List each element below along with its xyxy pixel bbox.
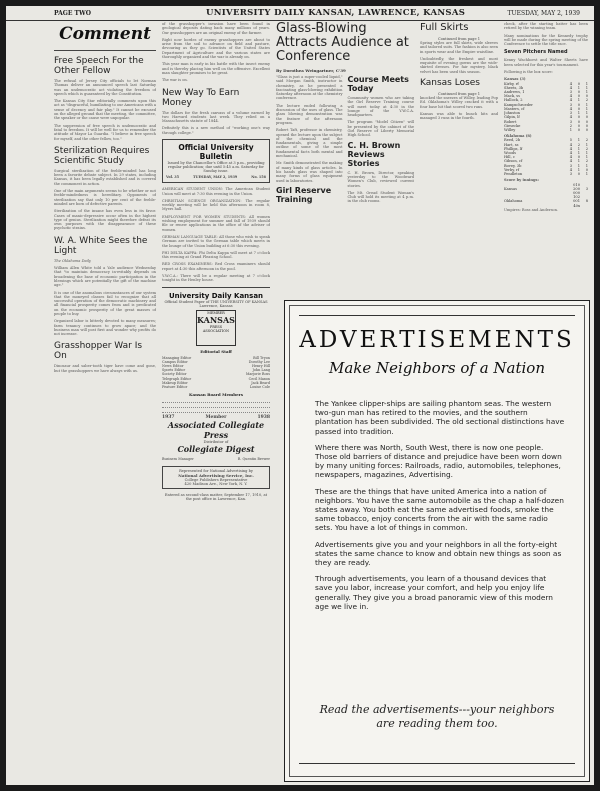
stat-cell: 2 (569, 123, 572, 128)
staff-name: Jack Beard (251, 380, 270, 385)
team2-box-score (504, 138, 588, 176)
badge-top: MEMBER (207, 310, 225, 315)
associated-collegiate-press: Associated Collegiate Press (167, 420, 265, 441)
ad-footer-line1: Read the advertisements---your neighbors (319, 703, 555, 716)
stat-cell: 102 001 40x (573, 195, 580, 208)
ad-bottom-rule (299, 763, 575, 764)
player-name: Oklahoma (504, 199, 523, 204)
score-heading: Score by innings: (504, 178, 539, 183)
year-left: 1937 (162, 415, 175, 421)
player-name: Bovey, 3b (504, 163, 522, 168)
player-name: Kampschroeder (504, 102, 533, 107)
stat-cell: 1 (577, 138, 580, 143)
bulletin-item: EMPLOYMENT FOR WOMEN STUDENTS: All women wishing employment for summer and fall of 1939 should file or renew applications in the office of the adviser of women. (162, 214, 270, 232)
wa-white-source: The Oklahoma Daily (54, 258, 91, 263)
stat-cell: 4 (569, 94, 572, 99)
wa-white-para: William Allen White told a Yale audience Wednesday that "to maintain democracy in-evitably depends on broadening the base of economic participation in the blessings which are potentially the gift of the machine age." (54, 266, 156, 288)
glass-blowing-para: The lecture ended following a discussion of the uses of glass. The glass blowing demonstration was the feature of the afternoon program. (276, 103, 343, 125)
page-label: PAGE TWO (54, 10, 91, 17)
full-skirts-para: Undoubtedly, the freshest and most exquisite of evening gowns are the wide-skirted dresses. For fair mystery, black velvet has been used this season. (420, 56, 498, 74)
newspaper-title: UNIVERSITY DAILY KANSAN, LAWRENCE, KANSAS (206, 8, 466, 18)
paper-subtitle: Official Student Paper of THE UNIVERSITY OF KANSAS Lawrence, Kansas (164, 299, 268, 308)
stat-cell: 3 (585, 186, 588, 191)
team2-name: Oklahoma (8) (504, 134, 532, 139)
stat-cell: 2 (585, 138, 588, 143)
stat-cell: 4 (569, 151, 572, 156)
player-name: Hill, c (504, 155, 515, 160)
divider (162, 409, 270, 413)
divider (162, 287, 270, 288)
full-skirts-column (420, 22, 498, 298)
year-member: Member (205, 415, 227, 421)
player-name: Reed, 2b (504, 138, 521, 143)
new-way-para: Definitely this is a new method of "working one's way through college." (162, 126, 270, 135)
grasshopper-cont: of the grasshopper's invasion have been found in geological deposits dating back many millions of years. Our grasshoppers are an original enemy of the farmer. (162, 22, 270, 35)
year-right: 1938 (257, 415, 270, 421)
university-bulletin (162, 139, 270, 183)
bulletin-item: GERMAN LANGUAGE TABLE: All those who wish to speak German are invited to the German table which meets in the lounge of the Union building at 6:30 this evening. (162, 234, 270, 248)
free-speech-para: The Kansas City Star editorially comments upon this act as "disgraceful, humiliating to our Americans with a sense of decency and fair play." It cannot be excused on the alleged ground that the meeting, the committee, the speaker or the cause were unpopular. (54, 99, 156, 121)
stat-cell: 1 (585, 106, 588, 111)
sterilization-title: Sterilization Requires Scientific Study (54, 145, 150, 166)
masthead (6, 6, 594, 21)
staff-name: Dorothy Lee (248, 359, 270, 364)
advertising-representative (162, 466, 270, 489)
staff-role: Campus Editor (162, 359, 188, 364)
stat-cell: 4 (569, 85, 572, 90)
stat-cell: 1 (577, 159, 580, 164)
business-manager-line (162, 457, 270, 461)
player-name: Sheets, 3b (504, 85, 524, 90)
collegiate-digest: Collegiate Digest (177, 444, 255, 455)
stat-cell: 1 (577, 111, 580, 116)
stat-cell: 2 (585, 98, 588, 103)
kansas-loses-continued: Continued from page 1 (437, 92, 481, 97)
grasshopper-title: Grasshopper War Is On (54, 341, 143, 362)
player-name: Masters, cf (504, 106, 525, 111)
glass-blowing-para: Mr. Smith demonstrated the making of many kinds of glass articles. In his hands glass was shaped into many forms of glass equipment used in laboratories. (276, 161, 343, 183)
badge-bottom: PRESS ASSOCIATION (202, 324, 230, 333)
postal-notice: Entered as second-class matter, September 17, 1910, at the post office in Lawrence, Kan. (164, 492, 268, 501)
stat-cell: 1 (577, 85, 580, 90)
bulletin-subtitle: Issued by the Chancellor's Office at 3 p.m., providing regular publication; due until 5:45 a.m. Saturday for Sunday issue. (167, 161, 265, 174)
stat-cell: 4 (569, 142, 572, 147)
box-score-row (504, 183, 588, 196)
stat-cell: 4 (569, 98, 572, 103)
staff-name: Marjorie Ross (245, 372, 270, 377)
stat-cell: 0 (577, 106, 580, 111)
kansas-loses-para: Kansas was able to bunch hits and managed 3 runs in the fourth. (420, 111, 498, 121)
stat-cell: 0 (577, 127, 580, 132)
stat-cell: 1 (569, 127, 572, 132)
full-skirts-continued: Continued from page 1 (437, 37, 481, 41)
player-name: Kansas (504, 186, 517, 191)
score-by-innings (504, 183, 588, 208)
player-name: Gilpin, lf (504, 115, 520, 120)
bulletin-item: PHI DELTA KAPPA: Phi Delta Kappa will meet at 7 o'clock this evening at Grand Pleasing School. (162, 250, 270, 260)
player-name: Willey (504, 127, 516, 132)
pitchers-note: Seven Pitchers Named (504, 49, 568, 56)
staff-name: Louise Cole (249, 385, 270, 390)
stat-cell: 0 (577, 155, 580, 160)
player-name: Woods (504, 151, 516, 156)
stat-cell: 2 (585, 146, 588, 151)
staff-role: Sports Editor (162, 368, 186, 373)
sports-para: check, after the starting batter has been retired by the winning team. (504, 22, 588, 31)
player-name: Andrews, 1 (504, 90, 525, 95)
new-way-para: The dollars for the fresh canvass of a volume earned by two Harvard students last week. They relied on a Massachusetts statute of 1844. (162, 110, 270, 124)
ad-subtitle: Make Neighbors of a Nation (328, 359, 545, 377)
paper-title: University Daily Kansan (168, 291, 264, 300)
box-score-row (504, 195, 588, 208)
stat-cell: 1 (577, 98, 580, 103)
stat-cell: 3 (569, 172, 572, 177)
grasshopper-para: Dinosaur and saber-tooth tiger have come and gone, but the grasshoppers we have always with us. (54, 364, 156, 373)
full-skirts-para: Spring styles are full skirts, wide sleeves and tailored suits. The fashion is also seen in sports wear and the Empire waistline. (420, 41, 498, 54)
player-name: Hart, ss (504, 142, 519, 147)
comment-column (54, 22, 156, 782)
stat-cell: 1 (585, 151, 588, 156)
player-name: Hallock, 2 (504, 98, 523, 103)
divider (162, 399, 270, 403)
stat-cell: 1 (585, 172, 588, 177)
ad-body (315, 399, 565, 618)
stat-cell: 0 (577, 119, 580, 124)
umpires-line: Umpires: Ross and Anderson. (504, 207, 559, 212)
stat-cell: 1 (585, 81, 588, 86)
stat-cell: 3 (569, 119, 572, 124)
bulletin-item: RED CROSS EXAMINERS: Red Cross examiners should report at 4:30 this afternoon in the pool. (162, 262, 270, 271)
stat-cell: 1 (585, 142, 588, 147)
sterilization-para: One of the main arguments seems to be whether or not feeble-mindedness is hereditary. Opponents of sterilization say that only 10 per cent of the feeble-minded are born of defective parents. (54, 189, 156, 206)
grasshopper-cont: Right now hordes of enemy grasshoppers are about to arise from the soil to advance on field and pasture, devouring as they go. Scientists of the United States Department of Agriculture and the various states are thoroughly organized and the war is already on. (162, 37, 270, 60)
glass-blowing-para: "Glass is just a super-cooled liquid," said Morgan Smith, instructor in chemistry, as he presented a fascinating glass-blowing exhibition Saturday afternoon at the chemistry conference. (276, 75, 343, 101)
glass-blowing-column (276, 22, 414, 298)
sterilization-para: Sterilization of the insane has even less in its favor. Cases of manic-depressive occur often in the highest type of genius. Sterilization might therefore defeat its own purposes with the disappearance of these psychotic strains. (54, 209, 156, 231)
stat-cell: 4 (569, 155, 572, 160)
badge-state: KANSAS (197, 314, 235, 325)
stat-cell: 0 (577, 102, 580, 107)
stat-cell: 1 (585, 85, 588, 90)
new-way-title: New Way To Earn Money (162, 87, 240, 108)
advertisements-box (284, 300, 590, 782)
ad-para: Where there was North, South West, there is now one people. Those old barriers of distance and prejudice have been worn down by many uniting forces: Railroads, radio, automobiles, telephones, newspapers, magazines, Advertising. (315, 442, 562, 480)
staff-name: John Lang (252, 368, 270, 373)
glass-blowing-byline: By Dorothea Weingartner, C'39 (276, 68, 346, 73)
business-manager-name: R. Quentin Brewer (237, 457, 270, 462)
stat-cell: 0 (585, 127, 588, 132)
brown-review-title: C. H. Brown Reviews Stories (347, 140, 401, 168)
girl-reserve-para: The program "Model Citizen" will be presented by the cabinet of the Girl Reserve of Liberty Memorial High School. (347, 120, 414, 138)
glass-blowing-body (276, 75, 414, 205)
newspaper-page (6, 6, 594, 785)
press-association-badge (196, 310, 236, 346)
wa-white-para: Organized labor is bitterly devoted to many measures; farm tenancy continues to grow apace; and the business man will post first and wonder why profits do not increase. (54, 319, 156, 337)
bulletin-item: CHRISTIAN SCIENCE ORGANIZATION: The regular weekly meeting will be held this afternoon in room 8, Myers hall. (162, 198, 270, 212)
divider (162, 404, 270, 408)
comment-heading: Comment (59, 24, 151, 44)
glass-blowing-para: Robert Taft, professor in chemistry, opened the lecture upon the subject of the chemical and the fundamentals, giving a simple outline of some of the most fundamental facts both mental and mechanical. (276, 128, 343, 159)
bulletin-title: Official University Bulletin (178, 143, 254, 162)
stat-cell: 1 (585, 155, 588, 160)
second-column (162, 22, 270, 782)
rep-address: 420 Madison Ave., New York, N. Y. (184, 481, 248, 486)
bulletin-issue-line (166, 175, 266, 179)
stat-cell: 3 (569, 163, 572, 168)
full-skirts-title: Full Skirts (420, 22, 469, 33)
team1-name: Kansas (3) (504, 77, 526, 82)
distributor-line: Distributor of (203, 440, 229, 445)
stat-cell: 1 (585, 90, 588, 95)
stat-cell: 8 (585, 199, 588, 204)
business-manager-label: Business Manager (162, 457, 194, 462)
player-name: Johnston (504, 111, 520, 116)
stat-cell: 0 (577, 115, 580, 120)
stat-cell: 3 (569, 111, 572, 116)
player-name: Gibson, cf (504, 159, 523, 164)
stat-cell: 0 (577, 81, 580, 86)
brown-review-para: C. H. Brown, Director, speaking yesterday to the Woodward Women's Club, reviewed current stories. (347, 170, 414, 188)
ad-top-rule (299, 315, 575, 316)
stat-cell: 0 (577, 94, 580, 99)
ad-footer (285, 703, 589, 731)
stat-cell: 1 (577, 167, 580, 172)
rep-sub: College Publishers Representative (184, 477, 248, 482)
ad-para: Advertisements give you and your neighbors in all the forty-eight states the same chance to know and obtain new things as soon as they are ready. (315, 539, 562, 568)
staff-role: Telegraph Editor (162, 376, 192, 381)
stat-cell: 0 (585, 94, 588, 99)
stat-cell: 3 (569, 90, 572, 95)
staff-role: Society Editor (162, 372, 187, 377)
free-speech-title: Free Speech For the Other Fellow (54, 56, 144, 76)
staff-role: News Editor (162, 364, 184, 368)
stat-cell: 4 (569, 146, 572, 151)
player-name: Phillips, lf (504, 146, 523, 151)
stat-cell: 0 (585, 119, 588, 124)
stat-cell: 5 (569, 138, 572, 143)
stat-cell: 0 (577, 172, 580, 177)
player-name: Giesecke (504, 123, 521, 128)
board-heading: Kansan Board Members (189, 392, 243, 398)
bulletin-item: AMERICAN STUDENT UNION: The American Student Union will meet at 7:30 this evening in the Union. (162, 187, 270, 196)
stat-cell: 2 (577, 142, 580, 147)
girl-reserve-title: Girl Reserve Training Course Meets Today (276, 75, 409, 204)
staff-role: Makeup Editor (162, 380, 188, 385)
stat-cell: 3 (569, 102, 572, 107)
player-name: Robert (504, 119, 517, 124)
stat-cell: 1 (577, 163, 580, 168)
staff-heading: Editorial Staff (200, 348, 232, 354)
ad-footer-line2: are reading them too. (376, 717, 498, 730)
free-speech-para: The refusal of Jersey City officials to let Norman Thomas deliver an announced speech last Saturday was an undemocratic act violating the freedom of speech which is guaranteed by the Constitution. (54, 79, 156, 96)
ad-para: These are the things that have united America into a nation of neighbors. You have the same automobile as the chap a half-dozen states away. You both eat the same advertised foods, smoke the same tobacco, enjoy concerts from the air with the same radio sets. You have a lot of things in common. (315, 486, 564, 533)
stat-cell: 0 (585, 115, 588, 120)
stat-cell: 0 (577, 123, 580, 128)
staff-role: Feature Editor (162, 385, 188, 390)
player-name: Yerby, rf (504, 167, 520, 172)
staff-row (162, 385, 270, 389)
ad-para: Through advertisements, you learn of a thousand devices that save you labor, increase your comfort, and help you enjoy life generally. They give you a broad panoramic view of this modern age we live in. (315, 574, 553, 611)
sports-para: Kenny Wachhorst and Walter Sheets have been selected for this year's tournament. (504, 58, 588, 67)
rep-heading: Represented for National Advertising by (179, 468, 253, 473)
glass-blowing-title: Glass-Blowing Attracts Audience at Conference (276, 22, 409, 64)
player-name: Kirby, rf (504, 81, 519, 86)
box-score-heading: Following is the box score: (504, 70, 553, 75)
ad-title: ADVERTISEMENTS (299, 327, 575, 353)
stat-cell: 4 (569, 159, 572, 164)
grasshopper-cont: This year man is early in his battle with the insect enemy and is thereby placing him well on the offensive. Excellent man slaughter promises to be great. (162, 62, 270, 75)
stat-cell: 0 (577, 90, 580, 95)
bulletin-volume: Vol. 35 (166, 175, 179, 180)
bulletin-item: Y.W.C.A.: There will be a regular meeting at 7 o'clock tonight in the Henley house. (162, 274, 270, 283)
player-name: Mack, ss (504, 94, 520, 99)
bulletin-number: No. 156 (251, 175, 266, 180)
issue-date: TUESDAY, MAY 2, 1939 (507, 10, 580, 17)
stat-cell: 1 (585, 111, 588, 116)
stat-cell: 0 (585, 167, 588, 172)
bulletin-date: TUESDAY, MAY 2, 1939 (192, 175, 238, 180)
free-speech-para: The suppression of free speech is undemocratic and fatal to freedom. It will be well for us to remember the attitude of Mayor La Guardia. "I believe in free speech for myself, and the other fellow, too." (54, 123, 156, 141)
stat-cell: 1 (577, 151, 580, 156)
rep-name: National Advertising Service, Inc. (178, 472, 254, 478)
staff-role: Managing Editor (162, 355, 192, 360)
sports-para: Many nominations for the Kennedy trophy will be made during the spring meeting of the Conference to settle the title race. (504, 33, 588, 47)
brown-review-para: The Mt. Oread Student Woman's Club will hold its meeting at 4 p.m. in the club rooms. (347, 190, 414, 204)
stat-cell: 4 (569, 167, 572, 172)
staff-name: Cecil Maxon (248, 376, 270, 381)
divider (54, 50, 156, 51)
grasshopper-signoff: The war is on. (162, 78, 188, 83)
stat-cell: 1 (585, 102, 588, 107)
stat-cell: 4 (569, 81, 572, 86)
wa-white-title: W. A. White Sees the Light (54, 235, 148, 256)
team1-box-score (504, 82, 588, 132)
staff-name: Henry Hill (252, 364, 270, 368)
stat-cell: 010 200 000 (573, 182, 580, 195)
kansas-loses-para: knocked the sneezes of Willey, leading Pop Ed. Oklahoma's Willey cracked it with a four base hit that scored two runs. (420, 96, 498, 109)
girl-reserve-para: Community women who are taking the Girl Reserve Training course will meet today at 4:30 in the lounge of the Y.W.C.A. headquarters. (347, 96, 414, 118)
stat-cell: 4 (569, 106, 572, 111)
stat-cell: 1 (585, 163, 588, 168)
stat-cell: 4 (569, 115, 572, 120)
sterilization-para: Surgical sterilization of the feeble-minded has long been a favorite debate subject. In 29 states, including Kansas, it has been legally established and is covered the commonest in action. (54, 168, 156, 186)
player-name: Pendleton (504, 172, 523, 177)
box-score-column (504, 22, 588, 298)
ad-para: The Yankee clipper-ships are sailing phantom seas. The western two-gun man has retired to the movies, and the southern plantation has been subdivided. The old sectional distinctions have passed into tradition. (315, 399, 565, 436)
stat-cell: 2 (585, 159, 588, 164)
staff-name: Bill Tryon (253, 355, 270, 360)
box-score-row (504, 172, 588, 176)
box-score-row (504, 128, 588, 132)
wa-white-para: It is one of the anomalous circumstances of our system that the moneyed classes fail to recognize that all successful operation of the democratic machinery and all financial prosperity comes from and is predicated on the economic prosperity of the great masses of people to buy. (54, 290, 156, 316)
kansas-loses-title: Kansas Loses (420, 78, 480, 89)
staff-list (162, 356, 270, 390)
stat-cell: 0 (585, 123, 588, 128)
stat-cell: 1 (577, 146, 580, 151)
